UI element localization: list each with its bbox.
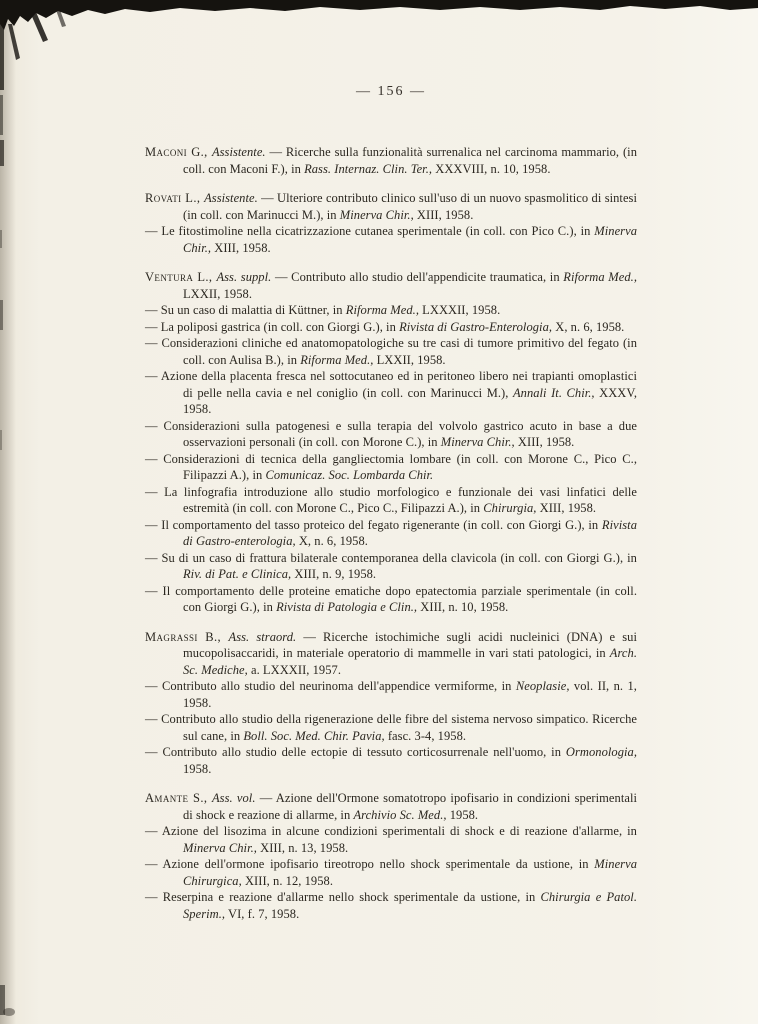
bibliography-entry <box>145 269 637 302</box>
italic-text: Boll. Soc. Med. Chir. Pavia, <box>243 728 385 743</box>
entry-text: — Su un caso di malattia di Küttner, in <box>145 303 346 317</box>
bibliography-entry <box>145 335 637 368</box>
scan-artifact-left-edge <box>0 0 18 1024</box>
entry-text: XIII, 1958. <box>514 435 575 449</box>
italic-text: Neoplasie, <box>515 679 570 693</box>
italic-text: Minerva Chir., <box>339 207 414 222</box>
italic-text: Riv. di Pat. e Clinica, <box>183 567 292 581</box>
italic-text: Minerva Chirurgica, <box>183 857 637 888</box>
entry-text: — Su di un caso di frattura bilaterale contemporanea della clavicola (in coll. con Giorgi G.), in <box>145 550 637 565</box>
italic-text: Rivista di Gastro-enterologia, <box>183 517 637 548</box>
italic-text: Rivista di Patologia e Clin., <box>276 600 418 614</box>
italic-text: Comunicaz. Soc. Lombarda Chir. <box>265 468 434 482</box>
entry-text: 1958. <box>183 761 212 776</box>
entry-text: — Il comportamento delle proteine ematiche dopo epatectomia parziale sperimentale (in coll. con Giorgi G.), in <box>145 583 637 614</box>
italic-text: Riforma Med., <box>345 303 419 317</box>
author-name: Amante S., <box>145 791 212 805</box>
italic-text: Archivio Sc. Med., <box>353 807 447 822</box>
entry-text: — Le fitostimoline nella cicatrizzazione cutanea sperimentale (in coll. con Pico C.), in <box>145 224 595 238</box>
scan-artifact-left-svg <box>0 0 18 1024</box>
author-name: Magrassi B., <box>145 629 229 644</box>
author-section <box>145 629 637 778</box>
bibliography-entry <box>145 678 637 711</box>
entry-text: XIII, n. 10, 1958. <box>417 600 509 614</box>
bibliography-entry <box>145 856 637 889</box>
italic-text: Riforma Med., <box>563 270 637 284</box>
italic-text: Riforma Med., <box>300 352 374 367</box>
entry-text: vol. II, n. 1, 1958. <box>183 679 637 710</box>
bibliography-entry <box>145 889 637 922</box>
bibliography-entry <box>145 583 637 616</box>
page-content <box>145 0 637 922</box>
entry-text: VI, f. 7, 1958. <box>225 906 300 921</box>
entry-text: X, n. 6, 1958. <box>552 319 625 334</box>
entry-text: — Ulteriore contributo clinico sull'uso di un nuovo spasmolitico di sintesi (in coll. con Marinucci M.), in <box>183 191 637 222</box>
italic-text: Minerva Chir., <box>183 224 637 255</box>
bibliography-entry <box>145 790 637 823</box>
italic-text: Minerva Chir., <box>440 435 515 449</box>
entry-text: fasc. 3-4, 1958. <box>384 728 467 743</box>
entry-text: — Contributo allo studio delle ectopie di tessuto corticosurrenale nell'uomo, in <box>145 745 566 759</box>
entry-text: — Reserpina e reazione d'allarme nello shock sperimentale da ustione, in <box>145 890 541 904</box>
bibliography-entry <box>145 484 637 517</box>
author-section <box>145 144 637 177</box>
entry-text: a. LXXXII, 1957. <box>247 662 342 677</box>
bibliography-entry <box>145 711 637 744</box>
entry-text: — Azione del lisozima in alcune condizioni sperimentali di shock e di reazione d'allarme, in <box>145 824 637 838</box>
entry-text: XXXV, 1958. <box>183 385 637 416</box>
bibliography-entry <box>145 629 637 679</box>
author-section <box>145 190 637 256</box>
entry-text: — Considerazioni cliniche ed anatomopatologiche su tre casi di tumore primitivo del fegato (in coll. con Aulisa B.), in <box>145 336 637 367</box>
author-name: Maconi G., <box>145 145 212 159</box>
entry-text: — Azione dell'ormone ipofisario tireotropo nello shock sperimentale da ustione, in <box>145 857 595 871</box>
entry-text: XIII, n. 13, 1958. <box>256 840 349 855</box>
bibliography-list <box>145 144 637 922</box>
italic-text: Arch. Sc. Mediche, <box>183 646 637 677</box>
italic-text: Chirurgia e Patol. Sperim., <box>183 890 637 921</box>
author-name: Ventura L., <box>145 270 217 284</box>
bibliography-entry <box>145 517 637 550</box>
entry-text: LXXXII, 1958. <box>419 303 501 317</box>
entry-text: XIII, 1958. <box>211 240 271 255</box>
bibliography-entry <box>145 144 637 177</box>
italic-text: Annali It. Chir., <box>512 385 595 400</box>
entry-text: — Contributo allo studio del neurinoma dell'appendice vermiforme, in <box>145 679 516 693</box>
entry-text: XIII, n. 12, 1958. <box>241 873 333 888</box>
author-section <box>145 790 637 922</box>
entry-text: XIII, n. 9, 1958. <box>291 567 377 581</box>
entry-text: — Il comportamento del tasso proteico del fegato rigenerante (in coll. con Giorgi G.), in <box>145 517 602 532</box>
entry-text: — Azione dell'Ormone somatotropo ipofisario in condizioni sperimentali di shock e reazione di allarme, in <box>183 791 637 822</box>
entry-text: X, n. 6, 1958. <box>295 534 368 548</box>
entry-text: — Considerazioni sulla patogenesi e sulla terapia del volvolo gastrico acuto in base a due osservazioni personali (in coll. con Morone C.), in <box>145 418 637 449</box>
entry-text: LXXII, 1958. <box>373 352 446 367</box>
entry-text: — Considerazioni di tecnica della gangliectomia lombare (in coll. con Morone C., Pico C., Filipazzi A.), in <box>145 451 637 482</box>
bibliography-entry <box>145 418 637 451</box>
italic-text: Ass. straord. <box>228 629 297 644</box>
italic-text: Rivista di Gastro-Enterologia, <box>399 319 553 334</box>
entry-text: XIII, 1958. <box>413 207 474 222</box>
entry-text: XIII, 1958. <box>536 501 597 515</box>
entry-text: — Ricerche sulla funzionalità surrenalica nel carcinoma mammario, (in coll. con Maconi F.), in <box>183 145 637 176</box>
entry-text: — Azione della placenta fresca nel sottocutaneo ed in peritoneo libero nei trapianti omoplastici di pelle nella cavia e nel coniglio (in coll. con Marinucci M.), <box>145 369 637 400</box>
entry-text: — Contributo allo studio dell'appendicite traumatica, in <box>271 270 564 284</box>
bibliography-entry <box>145 368 637 418</box>
bibliography-entry <box>145 319 637 336</box>
author-name: Rovati L., <box>145 191 205 205</box>
bibliography-entry <box>145 744 637 777</box>
entry-text: LXXII, 1958. <box>183 286 252 301</box>
bibliography-entry <box>145 223 637 256</box>
italic-text: Ass. suppl. <box>216 270 272 284</box>
italic-text: Rass. Internaz. Clin. Ter., <box>304 161 433 176</box>
entry-text: — Contributo allo studio della rigenerazione delle fibre del sistema nervoso simpatico. Ricerche sul cane, in <box>145 712 637 743</box>
italic-text: Chirurgia, <box>483 501 537 515</box>
bibliography-entry <box>145 550 637 583</box>
italic-text: Ormonologia, <box>565 745 637 759</box>
italic-text: Ass. vol. <box>211 791 256 805</box>
entry-text: 1958. <box>446 807 479 822</box>
italic-text: Assistente. <box>204 191 258 205</box>
italic-text: Assistente. <box>211 145 266 159</box>
bibliography-entry <box>145 451 637 484</box>
bibliography-entry <box>145 302 637 319</box>
author-section <box>145 269 637 616</box>
bibliography-entry <box>145 823 637 856</box>
entry-text: — La linfografia introduzione allo studio morfologico e funzionale dei vasi linfatici delle estremità (in coll. con Morone C., Pico C., Filipazzi A.), in <box>145 484 637 515</box>
entry-text: XXXVIII, n. 10, 1958. <box>432 161 551 176</box>
entry-text: — La poliposi gastrica (in coll. con Giorgi G.), in <box>145 319 400 334</box>
italic-text: Minerva Chir., <box>183 840 257 855</box>
page-number: — 156 — <box>356 84 426 99</box>
entry-text: — Ricerche istochimiche sugli acidi nucleinici (DNA) e sui mucopolisaccaridi, in materiale operatorio di mammelle in vari stati patologici, in <box>183 629 637 660</box>
bibliography-entry <box>145 190 637 223</box>
